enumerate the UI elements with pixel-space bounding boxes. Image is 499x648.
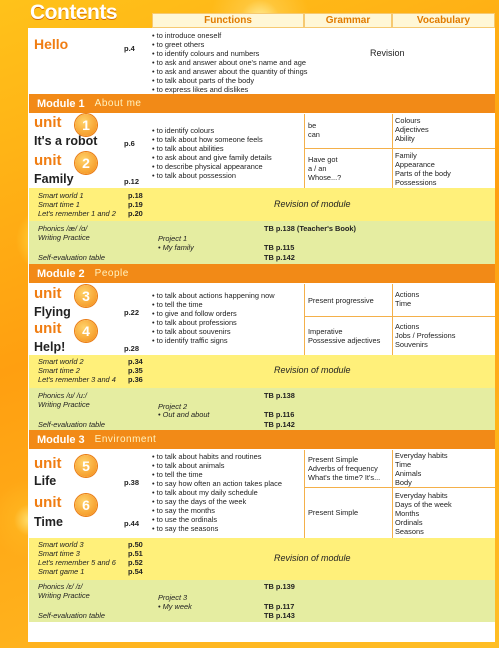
module1-extras: Smart world 1 Smart time 1 Let's remember 1 and 2 [38, 191, 116, 218]
module2-functions: • to talk about actions happening now • to tell the time • to give and follow orders • to talk about professions • to talk about souvenirs • to identify traffic signs [152, 291, 275, 345]
module3-extras-pages: p.50 p.51 p.52 p.54 [128, 540, 143, 576]
unit2-page: p.12 [124, 177, 140, 186]
unit6-label: unit [34, 494, 62, 511]
module2-tb3: TB p.142 [264, 420, 295, 429]
module2-project-item: • Out and about [158, 410, 210, 419]
hello-revision: Revision [370, 48, 405, 58]
module2-tb1: TB p.138 [264, 391, 295, 400]
unit3-page: p.22 [124, 308, 140, 317]
module3-revision: Revision of module [274, 553, 351, 563]
module3-writing: Writing Practice [38, 591, 90, 600]
unit2-grammar: Have got a / an Whose...? [308, 155, 342, 182]
module3-extras: Smart world 3 Smart time 3 Let's remember 5 and 6 Smart game 1 [38, 540, 116, 576]
unit4-name: Help! [34, 340, 66, 354]
unit2-label: unit [34, 152, 62, 169]
col-vocabulary: Vocabulary [392, 13, 495, 28]
module1-phonics: Phonics /æ/ /ɑ/ [38, 224, 88, 233]
unit1-name: It's a robot [34, 134, 98, 148]
page-title: Contents [30, 1, 117, 24]
unit4-number: 4 [75, 320, 97, 342]
module1-tb2: TB p.115 [264, 243, 295, 252]
unit6-vocab: Everyday habits Days of the week Months Ordinals Seasons [395, 491, 452, 536]
unit1-grammar: be can [308, 121, 320, 139]
unit1-vocab: Colours Adjectives Ability [395, 116, 429, 143]
hello-name: Hello [34, 36, 69, 52]
hello-page: p.4 [124, 44, 135, 53]
unit3-name: Flying [34, 305, 71, 319]
module3-tb3: TB p.143 [264, 611, 295, 620]
col-functions: Functions [152, 13, 304, 28]
unit5-vocab: Everyday habits Time Animals Body [395, 451, 448, 487]
module2-project: Project 2 [158, 402, 188, 411]
module1-selfeval: Self-evaluation table [38, 253, 105, 262]
module1-project-item: • My family [158, 243, 194, 252]
unit5-page: p.38 [124, 478, 140, 487]
module3-project-item: • My week [158, 602, 192, 611]
module1-functions: • to identify colours • to talk about how someone feels • to talk about abilities • to ask about and give family details • to describe physical appearance • to talk about possession [152, 126, 272, 180]
module1-tb-book: TB p.138 (Teacher's Book) [264, 224, 356, 233]
module1-header: Module 1 About me [29, 94, 495, 113]
module2-extras: Smart world 2 Smart time 2 Let's remember 3 and 4 [38, 357, 116, 384]
module3-selfeval: Self-evaluation table [38, 611, 105, 620]
module2-header: Module 2 People [29, 264, 495, 283]
unit5-number: 5 [75, 455, 97, 477]
unit1-number: 1 [75, 114, 97, 136]
module3-project: Project 3 [158, 593, 188, 602]
unit6-grammar: Present Simple [308, 508, 359, 517]
unit4-vocab: Actions Jobs / Professions Souvenirs [395, 322, 456, 349]
module1-revision: Revision of module [274, 199, 351, 209]
unit4-grammar: Imperative Possessive adjectives [308, 327, 381, 345]
col-grammar: Grammar [304, 13, 392, 28]
module1-tb3: TB p.142 [264, 253, 295, 262]
unit6-number: 6 [75, 494, 97, 516]
hello-functions: • to introduce oneself • to greet others • to identify colours and numbers • to ask and answer about one's name and age • to ask and answer about the quantity of things • to talk about parts of the body • to express likes and dislikes [152, 31, 308, 94]
module3-phonics: Phonics /ɛ/ /ɪ/ [38, 582, 83, 591]
unit6-page: p.44 [124, 519, 140, 528]
module3-header: Module 3 Environment [29, 430, 495, 449]
module1-extras-pages: p.18 p.19 p.20 [128, 191, 143, 218]
module2-writing: Writing Practice [38, 400, 90, 409]
module2-phonics: Phonics /ʊ/ /u:/ [38, 391, 87, 400]
unit3-grammar: Present progressive [308, 296, 374, 305]
unit4-label: unit [34, 320, 62, 337]
unit2-number: 2 [75, 152, 97, 174]
module3-functions: • to talk about habits and routines • to talk about animals • to tell the time • to say how often an action takes place • to talk about my daily schedule • to say the days of the week • to say the months • to use the ordinals • to say the seasons [152, 452, 282, 533]
unit3-number: 3 [75, 285, 97, 307]
module3-tb2: TB p.117 [264, 602, 295, 611]
unit5-name: Life [34, 474, 57, 488]
module2-extras-pages: p.34 p.35 p.36 [128, 357, 143, 384]
unit2-vocab: Family Appearance Parts of the body Possessions [395, 151, 451, 187]
unit6-name: Time [34, 515, 63, 529]
unit2-name: Family [34, 172, 74, 186]
unit3-label: unit [34, 285, 62, 302]
unit1-page: p.6 [124, 139, 135, 148]
unit5-label: unit [34, 455, 62, 472]
module1-writing: Writing Practice [38, 233, 90, 242]
unit3-vocab: Actions Time [395, 290, 420, 308]
unit1-label: unit [34, 114, 62, 131]
unit5-grammar: Present Simple Adverbs of frequency What's the time? It's... [308, 455, 381, 482]
module2-tb2: TB p.116 [264, 410, 295, 419]
module1-project: Project 1 [158, 234, 188, 243]
module2-revision: Revision of module [274, 365, 351, 375]
module3-tb1: TB p.139 [264, 582, 295, 591]
unit4-page: p.28 [124, 344, 140, 353]
module2-selfeval: Self-evaluation table [38, 420, 105, 429]
